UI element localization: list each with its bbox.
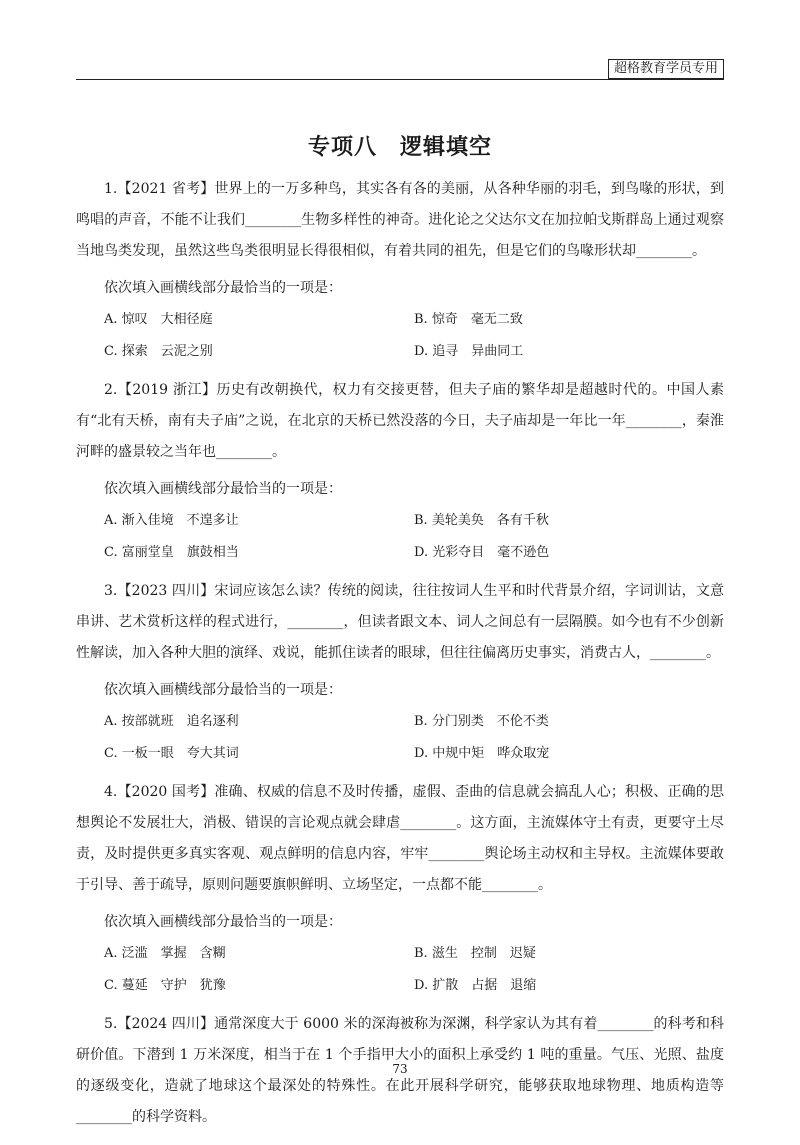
page-number: 73 xyxy=(392,1062,408,1076)
option-a: A. 惊叹 大相径庭 xyxy=(104,312,213,327)
option-b: B. 滋生 控制 迟疑 xyxy=(414,946,536,961)
option-row xyxy=(76,745,724,777)
option-row xyxy=(76,343,724,375)
question-1 xyxy=(76,174,724,375)
option-d: D. 追寻 异曲同工 xyxy=(414,344,524,359)
question-stem: 1.【2021 省考】世界上的一万多种鸟，其实各有各的美丽，从各种华丽的羽毛，到鸟喙的形状，到鸣唱的声音，不能不让我们________生物多样性的神奇。进化论之父达尔文在加拉帕戈斯群岛上通过观察当地鸟类发现，虽然这些鸟类很明显长得很相似，有着共同的祖先，但是它们的鸟喙形状却________。 xyxy=(76,181,724,259)
option-row xyxy=(76,945,724,977)
option-d: D. 光彩夺目 毫不逊色 xyxy=(414,545,550,560)
page-title: 专项八 逻辑填空 xyxy=(307,135,492,160)
option-c: C. 富丽堂皇 旗鼓相当 xyxy=(104,545,239,560)
question-stem: 3.【2023 四川】宋词应该怎么读？传统的阅读，往往按词人生平和时代背景介绍，字词训诂，文意串讲、艺术赏析这样的程式进行，________，但读者跟文本、词人之间总有一层隔膜。如今也有不少创新性解读，加入各种大胆的演绎、戏说，能抓住读者的眼球，但往往偏离历史事实，消费古人，________。 xyxy=(76,583,724,661)
option-a: A. 按部就班 追名逐利 xyxy=(104,714,239,729)
question-list xyxy=(76,174,724,1145)
option-row xyxy=(76,544,724,576)
question-3 xyxy=(76,576,724,777)
option-c: C. 一板一眼 夸大其词 xyxy=(104,746,239,761)
option-a: A. 渐入佳境 不遑多让 xyxy=(104,513,239,528)
header-tag: 超格教育学员专用 xyxy=(608,59,724,79)
option-b: B. 美轮美奂 各有千秋 xyxy=(414,513,549,528)
option-d: D. 扩散 占据 退缩 xyxy=(414,978,537,993)
question-instruction: 依次填入画横线部分最恰当的一项是： xyxy=(104,682,342,698)
question-instruction: 依次填入画横线部分最恰当的一项是： xyxy=(104,481,342,497)
question-stem: 2.【2019 浙江】历史有改朝换代，权力有交接更替，但夫子庙的繁华却是超越时代的。中国人素有“北有天桥，南有夫子庙”之说，在北京的天桥已然没落的今日，夫子庙却是一年比一年________，秦淮河畔的盛景较之当年也________。 xyxy=(76,382,724,460)
question-4 xyxy=(76,777,724,1009)
question-instruction: 依次填入画横线部分最恰当的一项是： xyxy=(104,914,342,930)
question-stem: 4.【2020 国考】准确、权威的信息不及时传播，虚假、歪曲的信息就会搞乱人心；积极、正确的思想舆论不发展壮大，消极、错误的言论观点就会肆虐________。这方面，主流媒体守土有责，更要守土尽责，及时提供更多真实客观、观点鲜明的信息内容，牢牢________舆论场主动权和主导权。主流媒体要敢于引导、善于疏导，原则问题要旗帜鲜明、立场坚定，一点都不能________。 xyxy=(76,784,724,893)
header-divider xyxy=(76,79,724,80)
option-b: B. 分门别类 不伦不类 xyxy=(414,714,549,729)
option-d: D. 中规中矩 哗众取宠 xyxy=(414,746,550,761)
option-c: C. 探索 云泥之别 xyxy=(104,344,213,359)
option-b: B. 惊奇 毫无二致 xyxy=(414,312,523,327)
question-2 xyxy=(76,375,724,576)
option-row xyxy=(76,713,724,745)
option-a: A. 泛滥 掌握 含糊 xyxy=(104,946,226,961)
question-instruction: 依次填入画横线部分最恰当的一项是： xyxy=(104,280,342,296)
option-row xyxy=(76,977,724,1009)
option-row xyxy=(76,311,724,343)
question-stem: 5.【2024 四川】通常深度大于 6000 米的深海被称为深渊，科学家认为其有着________的科考和科研价值。下潜到 1 万米深度，相当于在 1 个手指甲大小的面积上承受约 1 吨的重量。气压、光照、盐度的逐级变化，造就了地球这个最深处的特殊性。在此开展科学研究，能够获取地球物理、地质构造等________的科学资料。 xyxy=(76,1016,724,1125)
option-c: C. 蔓延 守护 犹豫 xyxy=(104,978,226,993)
option-row xyxy=(76,512,724,544)
